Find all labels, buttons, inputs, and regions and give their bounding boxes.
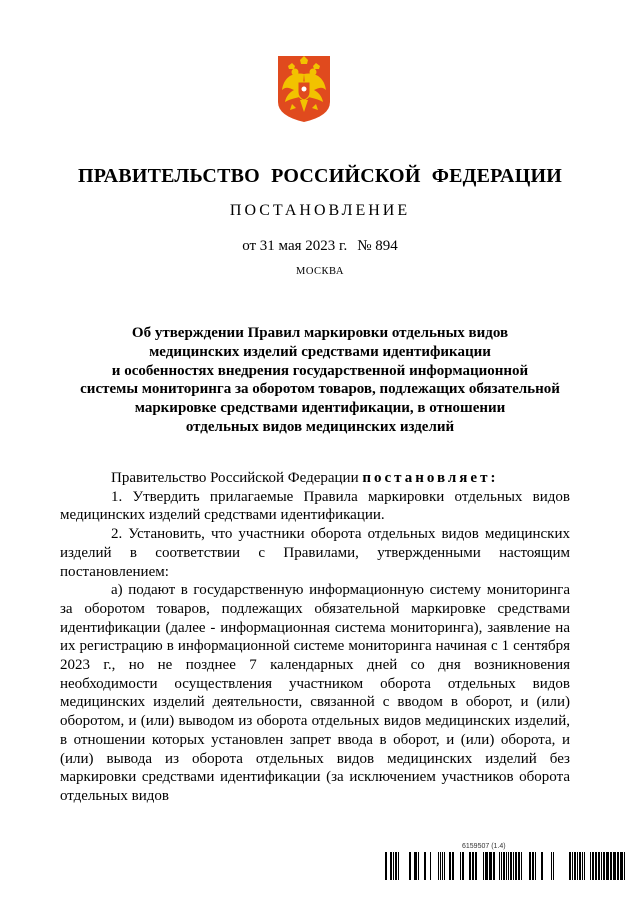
document-number: № 894: [357, 238, 398, 254]
heading-line: маркировке средствами идентификации, в отношении: [134, 400, 506, 417]
barcode-icon: [385, 852, 625, 880]
intro-paragraph: [60, 469, 570, 488]
heading-line: системы мониторинга за оборотом товаров, подлежащих обязательной: [80, 381, 560, 398]
document-code: 6159507 (1.4): [462, 843, 506, 850]
document-date-line: [0, 238, 640, 255]
document-body: [60, 469, 570, 806]
paragraph-2: 2. Установить, что участники оборота отдельных видов медицинских изделий в соответствии с Правилами, утвержденными настоящим постановлением:: [60, 526, 570, 580]
heading-line: и особенностях внедрения государственной информационной: [111, 362, 529, 379]
government-title: ПРАВИТЕЛЬСТВО РОССИЙСКОЙ ФЕДЕРАЦИИ: [78, 165, 562, 187]
heading-line: отдельных видов медицинских изделий: [185, 418, 455, 435]
paragraph-2a: а) подают в государственную информационную систему мониторинга за оборотом товаров, подлежащих обязательной маркировке средствами идентификации (далее - информационная система мониторинга), заявление на их регистрацию в информационной системе мониторинга начиная с 1 сентября 2023 г., но не позднее 7 календарных дней со дня возникновения необходимости осуществления участником оборота отдельных видов медицинских изделий деятельности, связанной с вводом в оборот, и (или) оборотом, и (или) выводом из оборота отдельных видов медицинских изделий, в отношении которых установлен запрет ввода в оборот, и (или) оборота, и (или) вывода из оборота отдельных видов медицинских изделий без маркировки средствами идентификации (за исключением участников оборота отдельных видов: [60, 582, 570, 804]
intro-prefix: Правительство Российской Федерации: [111, 470, 359, 486]
city: МОСКВА: [296, 266, 344, 277]
document-heading: [60, 324, 580, 437]
paragraph-1: 1. Утвердить прилагаемые Правила маркировки отдельных видов медицинских изделий средствами идентификации.: [60, 488, 570, 524]
heading-line: медицинских изделий средствами идентификации: [149, 343, 491, 360]
intro-keyword: постановляет:: [362, 470, 499, 486]
russian-coat-of-arms-icon: [276, 54, 332, 124]
heading-line: Об утверждении Правил маркировки отдельных видов: [131, 325, 509, 341]
document-type: ПОСТАНОВЛЕНИЕ: [229, 202, 411, 219]
document-date: от 31 мая 2023 г.: [242, 238, 348, 254]
